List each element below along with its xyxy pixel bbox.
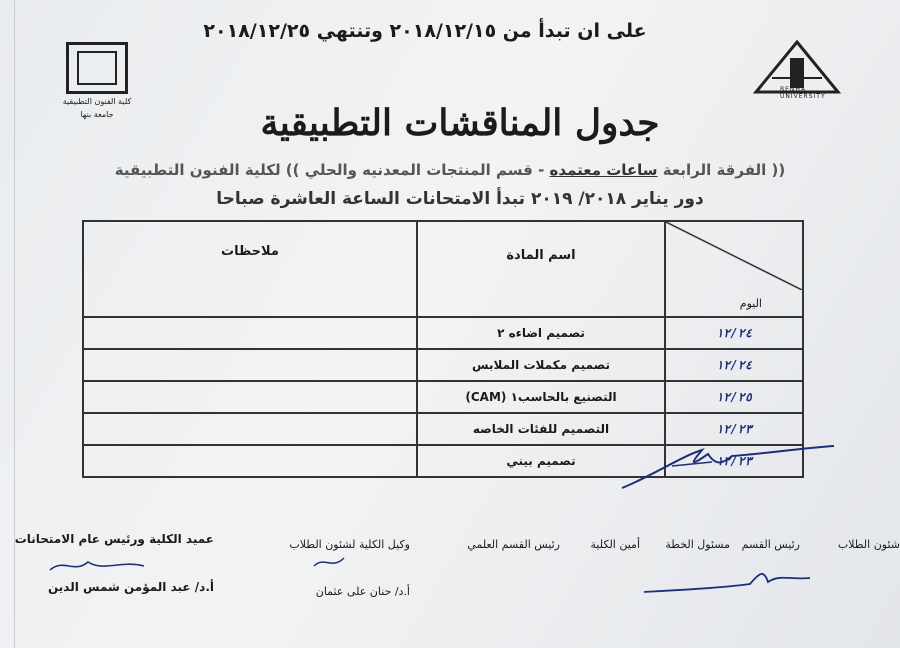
row-subject: تصميم بيني <box>417 445 665 477</box>
row-notes <box>83 445 417 477</box>
subtitle-credit-hours: ساعات معتمده <box>549 161 658 179</box>
faculty-logo-caption: كلية الفنون التطبيقية <box>62 97 132 106</box>
subject-header: اسم المادة <box>417 221 665 317</box>
dean-title: عميد الكلية ورئيس عام الامتحانات <box>14 532 214 546</box>
exam-term: دور يناير ٢٠١٨/ ٢٠١٩ تبدأ الامتحانات الساعة العاشرة صباحا <box>216 189 704 209</box>
row-notes <box>83 349 417 381</box>
day-header-label: اليوم <box>739 297 762 310</box>
subtitle-department: - قسم المنتجات المعدنيه والحلي )) لكلية الفنون التطبيقية <box>114 161 545 179</box>
handwritten-signature <box>612 436 842 496</box>
row-day: ١٢/٢٤ <box>665 317 803 349</box>
row-subject: التصنيع بالحاسب١ (CAM) <box>417 381 665 413</box>
faculty-logo <box>62 42 132 120</box>
day-header <box>665 221 803 317</box>
row-notes <box>83 317 417 349</box>
row-subject: تصميم اضاءه ٢ <box>417 317 665 349</box>
table-row <box>83 317 803 349</box>
vice-dean-block <box>270 538 410 598</box>
row-notes <box>83 413 417 445</box>
page-title: جدول المناقشات التطبيقية <box>260 102 660 144</box>
table-row <box>83 381 803 413</box>
date-range-notice: على ان تبدأ من ٢٠١٨/١٢/١٥ وتنتهي ٢٠١٨/١٢/٢٥ <box>203 20 647 42</box>
university-logo <box>752 38 842 108</box>
university-logo-text: BENHA UNIVERSITY <box>780 86 826 100</box>
table-header-row <box>83 221 803 317</box>
vice-dean-name: أ.د/ حنان على عثمان <box>315 585 410 598</box>
row-day: ١٢/٢٣ <box>665 413 803 445</box>
role-student-affairs: شئون الطلاب <box>837 538 900 551</box>
faculty-logo-icon <box>66 42 128 94</box>
role-scientific-head: رئيس القسم العلمي <box>467 538 560 551</box>
notes-header: ملاحظات <box>83 221 417 317</box>
row-subject: تصميم مكملات الملابس <box>417 349 665 381</box>
row-day: ١٢/٢٣ <box>665 445 803 477</box>
table-row <box>83 349 803 381</box>
row-subject: التصميم للفئات الخاصه <box>417 413 665 445</box>
role-plan-officer: مسئول الخطة <box>665 538 730 551</box>
university-logo-caption: جامعة بنها <box>80 110 114 119</box>
role-faculty-secretary: أمين الكلية <box>590 538 640 551</box>
role-department-head: رئيس القسم <box>741 538 800 551</box>
roles-signature <box>640 562 820 598</box>
department-subtitle <box>90 161 810 179</box>
subtitle-level: (( الفرقة الرابعة <box>662 161 786 179</box>
dean-name: أ.د/ عبد المؤمن شمس الدين <box>47 580 214 594</box>
row-day: ١٢/٢٥ <box>665 381 803 413</box>
row-day: ١٢/٢٤ <box>665 349 803 381</box>
row-notes <box>83 381 417 413</box>
vice-dean-signature <box>310 552 350 572</box>
diagonal-divider <box>666 222 802 290</box>
dean-block <box>14 532 214 594</box>
vice-dean-title: وكيل الكلية لشئون الطلاب <box>289 538 410 551</box>
dean-signature <box>44 552 154 578</box>
